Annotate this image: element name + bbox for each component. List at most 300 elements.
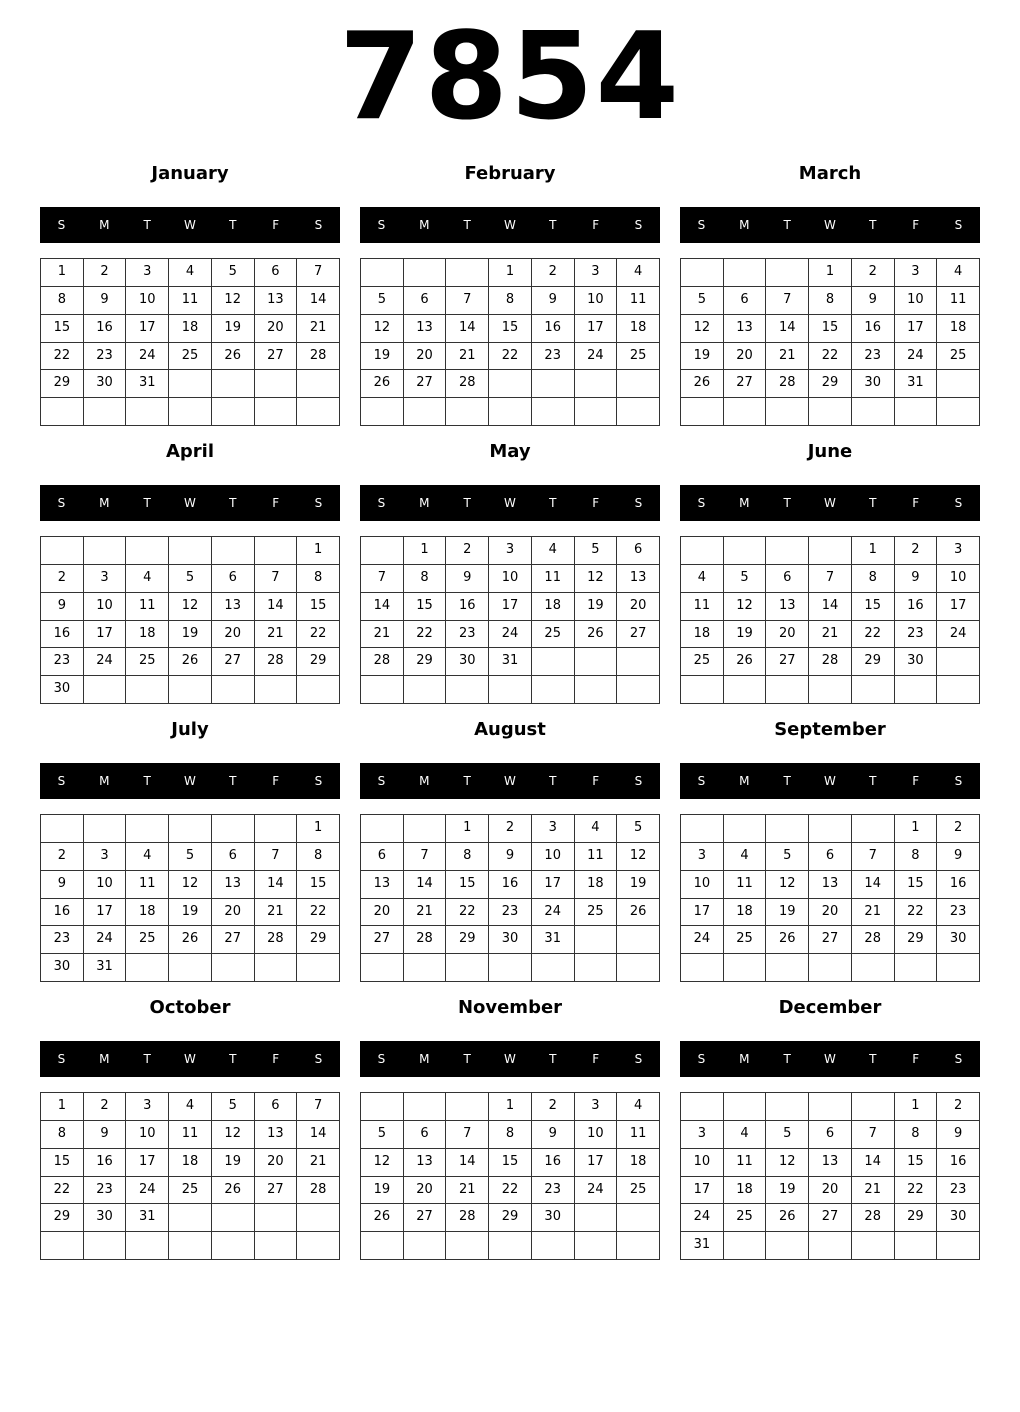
day-cell: 25 bbox=[617, 1177, 660, 1205]
day-cell: 29 bbox=[41, 370, 84, 398]
day-cell: 28 bbox=[809, 648, 852, 676]
day-cell: 7 bbox=[361, 565, 404, 593]
day-cell: 24 bbox=[84, 926, 127, 954]
day-cell: 17 bbox=[84, 899, 127, 927]
weekday-label: T bbox=[783, 1052, 791, 1066]
day-cell: 12 bbox=[361, 1149, 404, 1177]
day-cell: 15 bbox=[895, 1149, 938, 1177]
day-cell: 30 bbox=[937, 1204, 980, 1232]
day-cell: 25 bbox=[575, 899, 618, 927]
day-cell: 6 bbox=[361, 843, 404, 871]
day-cell: 3 bbox=[681, 843, 724, 871]
day-cell: 18 bbox=[617, 1149, 660, 1177]
day-cell: 8 bbox=[446, 843, 489, 871]
day-cell: 19 bbox=[766, 1177, 809, 1205]
day-cell: 4 bbox=[681, 565, 724, 593]
day-grid bbox=[40, 814, 340, 982]
day-cell: 2 bbox=[852, 259, 895, 287]
weekday-header bbox=[40, 1041, 340, 1077]
day-cell: 7 bbox=[852, 843, 895, 871]
empty-cell bbox=[41, 537, 84, 565]
day-cell: 13 bbox=[361, 871, 404, 899]
day-cell: 4 bbox=[617, 1093, 660, 1121]
day-cell: 16 bbox=[41, 899, 84, 927]
day-cell: 5 bbox=[724, 565, 767, 593]
day-cell: 27 bbox=[766, 648, 809, 676]
day-cell: 13 bbox=[212, 593, 255, 621]
day-cell: 29 bbox=[895, 926, 938, 954]
empty-cell bbox=[766, 537, 809, 565]
empty-cell bbox=[212, 370, 255, 398]
empty-cell bbox=[361, 815, 404, 843]
day-cell: 16 bbox=[895, 593, 938, 621]
empty-cell bbox=[724, 815, 767, 843]
day-cell: 13 bbox=[724, 315, 767, 343]
empty-cell bbox=[446, 676, 489, 704]
day-cell: 19 bbox=[212, 315, 255, 343]
empty-cell bbox=[617, 954, 660, 982]
day-cell: 8 bbox=[895, 1121, 938, 1149]
empty-cell bbox=[489, 676, 532, 704]
empty-cell bbox=[489, 398, 532, 426]
empty-cell bbox=[169, 815, 212, 843]
day-cell: 18 bbox=[937, 315, 980, 343]
day-cell: 22 bbox=[297, 899, 340, 927]
day-cell: 29 bbox=[489, 1204, 532, 1232]
day-cell: 7 bbox=[255, 565, 298, 593]
day-cell: 24 bbox=[575, 1177, 618, 1205]
day-cell: 12 bbox=[169, 593, 212, 621]
day-cell: 6 bbox=[404, 1121, 447, 1149]
day-cell: 12 bbox=[724, 593, 767, 621]
day-cell: 27 bbox=[809, 1204, 852, 1232]
day-cell: 27 bbox=[212, 926, 255, 954]
empty-cell bbox=[84, 815, 127, 843]
empty-cell bbox=[446, 398, 489, 426]
weekday-label: M bbox=[99, 1052, 110, 1066]
day-cell: 28 bbox=[852, 1204, 895, 1232]
weekday-header bbox=[680, 763, 980, 799]
weekday-label: W bbox=[184, 218, 196, 232]
day-cell: 20 bbox=[809, 1177, 852, 1205]
weekday-label: T bbox=[549, 1052, 557, 1066]
day-cell: 12 bbox=[361, 315, 404, 343]
day-cell: 3 bbox=[575, 259, 618, 287]
day-cell: 5 bbox=[575, 537, 618, 565]
day-cell: 28 bbox=[404, 926, 447, 954]
empty-cell bbox=[766, 1232, 809, 1260]
day-cell: 23 bbox=[937, 1177, 980, 1205]
day-cell: 22 bbox=[809, 343, 852, 371]
day-cell: 15 bbox=[446, 871, 489, 899]
empty-cell bbox=[84, 537, 127, 565]
day-cell: 5 bbox=[361, 287, 404, 315]
day-cell: 8 bbox=[895, 843, 938, 871]
day-cell: 18 bbox=[532, 593, 575, 621]
empty-cell bbox=[575, 1232, 618, 1260]
day-cell: 17 bbox=[575, 315, 618, 343]
day-cell: 30 bbox=[937, 926, 980, 954]
day-cell: 30 bbox=[532, 1204, 575, 1232]
empty-cell bbox=[404, 676, 447, 704]
day-cell: 10 bbox=[575, 1121, 618, 1149]
day-cell: 16 bbox=[489, 871, 532, 899]
day-cell: 12 bbox=[212, 287, 255, 315]
day-cell: 17 bbox=[681, 899, 724, 927]
day-cell: 5 bbox=[212, 1093, 255, 1121]
day-cell: 1 bbox=[41, 259, 84, 287]
empty-cell bbox=[126, 676, 169, 704]
weekday-label: M bbox=[99, 774, 110, 788]
day-cell: 24 bbox=[681, 1204, 724, 1232]
empty-cell bbox=[126, 954, 169, 982]
day-cell: 26 bbox=[724, 648, 767, 676]
empty-cell bbox=[575, 398, 618, 426]
day-cell: 27 bbox=[617, 621, 660, 649]
empty-cell bbox=[895, 398, 938, 426]
day-cell: 19 bbox=[681, 343, 724, 371]
day-cell: 21 bbox=[297, 315, 340, 343]
day-cell: 17 bbox=[532, 871, 575, 899]
empty-cell bbox=[937, 370, 980, 398]
weekday-label: T bbox=[229, 218, 237, 232]
day-cell: 18 bbox=[126, 621, 169, 649]
weekday-label: W bbox=[184, 774, 196, 788]
weekday-label: W bbox=[824, 218, 836, 232]
day-cell: 12 bbox=[169, 871, 212, 899]
weekday-label: M bbox=[739, 1052, 750, 1066]
day-cell: 19 bbox=[361, 343, 404, 371]
day-cell: 29 bbox=[41, 1204, 84, 1232]
empty-cell bbox=[937, 676, 980, 704]
day-cell: 31 bbox=[532, 926, 575, 954]
day-cell: 19 bbox=[169, 899, 212, 927]
day-cell: 6 bbox=[404, 287, 447, 315]
day-cell: 5 bbox=[681, 287, 724, 315]
day-cell: 22 bbox=[297, 621, 340, 649]
day-cell: 2 bbox=[84, 1093, 127, 1121]
day-cell: 17 bbox=[575, 1149, 618, 1177]
day-cell: 6 bbox=[809, 843, 852, 871]
day-cell: 17 bbox=[84, 621, 127, 649]
weekday-label: T bbox=[463, 774, 471, 788]
weekday-header bbox=[40, 763, 340, 799]
weekday-label: F bbox=[592, 496, 600, 510]
day-cell: 29 bbox=[404, 648, 447, 676]
day-cell: 3 bbox=[937, 537, 980, 565]
empty-cell bbox=[681, 676, 724, 704]
day-cell: 21 bbox=[255, 899, 298, 927]
day-cell: 8 bbox=[41, 1121, 84, 1149]
day-cell: 26 bbox=[681, 370, 724, 398]
day-cell: 28 bbox=[297, 1177, 340, 1205]
day-cell: 21 bbox=[446, 343, 489, 371]
day-cell: 31 bbox=[895, 370, 938, 398]
day-cell: 3 bbox=[84, 565, 127, 593]
weekday-label: M bbox=[739, 496, 750, 510]
empty-cell bbox=[766, 676, 809, 704]
day-cell: 14 bbox=[297, 287, 340, 315]
day-cell: 8 bbox=[297, 843, 340, 871]
weekday-label: S bbox=[377, 496, 386, 510]
day-cell: 15 bbox=[297, 871, 340, 899]
day-cell: 14 bbox=[446, 315, 489, 343]
day-cell: 24 bbox=[489, 621, 532, 649]
day-cell: 18 bbox=[617, 315, 660, 343]
day-cell: 19 bbox=[361, 1177, 404, 1205]
day-cell: 10 bbox=[532, 843, 575, 871]
day-grid bbox=[680, 536, 980, 704]
empty-cell bbox=[532, 676, 575, 704]
weekday-header bbox=[360, 763, 660, 799]
day-cell: 10 bbox=[681, 1149, 724, 1177]
day-cell: 17 bbox=[895, 315, 938, 343]
empty-cell bbox=[681, 537, 724, 565]
day-grid bbox=[680, 1092, 980, 1260]
day-cell: 21 bbox=[809, 621, 852, 649]
day-cell: 15 bbox=[809, 315, 852, 343]
day-cell: 25 bbox=[724, 926, 767, 954]
empty-cell bbox=[895, 954, 938, 982]
empty-cell bbox=[297, 1204, 340, 1232]
day-cell: 7 bbox=[255, 843, 298, 871]
day-cell: 20 bbox=[212, 899, 255, 927]
day-cell: 15 bbox=[404, 593, 447, 621]
day-cell: 29 bbox=[446, 926, 489, 954]
empty-cell bbox=[169, 954, 212, 982]
day-cell: 23 bbox=[489, 899, 532, 927]
weekday-label: S bbox=[377, 1052, 386, 1066]
day-cell: 5 bbox=[617, 815, 660, 843]
day-cell: 23 bbox=[446, 621, 489, 649]
day-cell: 2 bbox=[489, 815, 532, 843]
day-cell: 2 bbox=[937, 1093, 980, 1121]
empty-cell bbox=[681, 954, 724, 982]
day-cell: 1 bbox=[852, 537, 895, 565]
empty-cell bbox=[617, 676, 660, 704]
month-name: March bbox=[798, 163, 862, 184]
day-cell: 21 bbox=[297, 1149, 340, 1177]
day-cell: 9 bbox=[852, 287, 895, 315]
day-cell: 29 bbox=[895, 1204, 938, 1232]
month-name: June bbox=[807, 441, 853, 462]
day-cell: 14 bbox=[255, 871, 298, 899]
day-cell: 9 bbox=[41, 593, 84, 621]
day-cell: 15 bbox=[489, 315, 532, 343]
day-cell: 18 bbox=[126, 899, 169, 927]
weekday-label: T bbox=[549, 496, 557, 510]
weekday-label: W bbox=[504, 1052, 516, 1066]
day-cell: 16 bbox=[937, 871, 980, 899]
day-cell: 8 bbox=[852, 565, 895, 593]
weekday-label: W bbox=[504, 774, 516, 788]
day-cell: 7 bbox=[446, 1121, 489, 1149]
weekday-label: S bbox=[57, 218, 66, 232]
empty-cell bbox=[895, 676, 938, 704]
day-cell: 26 bbox=[617, 899, 660, 927]
day-cell: 14 bbox=[852, 1149, 895, 1177]
day-cell: 2 bbox=[41, 565, 84, 593]
day-cell: 25 bbox=[532, 621, 575, 649]
empty-cell bbox=[169, 370, 212, 398]
empty-cell bbox=[575, 1204, 618, 1232]
day-cell: 23 bbox=[532, 1177, 575, 1205]
day-cell: 11 bbox=[126, 593, 169, 621]
empty-cell bbox=[681, 259, 724, 287]
day-cell: 8 bbox=[489, 1121, 532, 1149]
day-cell: 30 bbox=[41, 676, 84, 704]
weekday-label: F bbox=[272, 774, 280, 788]
empty-cell bbox=[404, 1093, 447, 1121]
day-cell: 15 bbox=[41, 1149, 84, 1177]
empty-cell bbox=[809, 954, 852, 982]
day-cell: 12 bbox=[766, 871, 809, 899]
day-cell: 16 bbox=[852, 315, 895, 343]
empty-cell bbox=[84, 398, 127, 426]
empty-cell bbox=[404, 398, 447, 426]
empty-cell bbox=[255, 398, 298, 426]
day-cell: 11 bbox=[724, 871, 767, 899]
empty-cell bbox=[532, 370, 575, 398]
day-grid bbox=[360, 1092, 660, 1260]
day-grid bbox=[360, 536, 660, 704]
day-cell: 21 bbox=[361, 621, 404, 649]
day-cell: 1 bbox=[489, 1093, 532, 1121]
day-cell: 12 bbox=[212, 1121, 255, 1149]
day-cell: 4 bbox=[937, 259, 980, 287]
day-cell: 22 bbox=[489, 343, 532, 371]
day-cell: 2 bbox=[532, 1093, 575, 1121]
day-cell: 29 bbox=[852, 648, 895, 676]
weekday-label: F bbox=[592, 774, 600, 788]
empty-cell bbox=[724, 537, 767, 565]
weekday-label: T bbox=[869, 774, 877, 788]
day-cell: 18 bbox=[169, 315, 212, 343]
empty-cell bbox=[617, 370, 660, 398]
day-cell: 4 bbox=[724, 843, 767, 871]
empty-cell bbox=[361, 398, 404, 426]
empty-cell bbox=[617, 1232, 660, 1260]
empty-cell bbox=[617, 398, 660, 426]
day-cell: 11 bbox=[617, 287, 660, 315]
day-cell: 19 bbox=[724, 621, 767, 649]
empty-cell bbox=[361, 954, 404, 982]
day-cell: 22 bbox=[852, 621, 895, 649]
day-cell: 6 bbox=[617, 537, 660, 565]
day-cell: 16 bbox=[84, 315, 127, 343]
day-cell: 9 bbox=[532, 287, 575, 315]
weekday-label: S bbox=[57, 774, 66, 788]
day-cell: 26 bbox=[361, 370, 404, 398]
empty-cell bbox=[809, 1093, 852, 1121]
day-grid bbox=[40, 536, 340, 704]
empty-cell bbox=[297, 398, 340, 426]
day-cell: 25 bbox=[126, 926, 169, 954]
empty-cell bbox=[361, 1232, 404, 1260]
day-cell: 26 bbox=[169, 648, 212, 676]
day-cell: 13 bbox=[255, 287, 298, 315]
weekday-label: F bbox=[592, 218, 600, 232]
day-cell: 17 bbox=[489, 593, 532, 621]
day-cell: 3 bbox=[895, 259, 938, 287]
day-cell: 16 bbox=[532, 1149, 575, 1177]
day-cell: 23 bbox=[41, 926, 84, 954]
day-cell: 10 bbox=[937, 565, 980, 593]
weekday-label: S bbox=[634, 774, 643, 788]
weekday-header bbox=[680, 485, 980, 521]
empty-cell bbox=[297, 370, 340, 398]
empty-cell bbox=[852, 954, 895, 982]
weekday-label: F bbox=[272, 1052, 280, 1066]
day-cell: 11 bbox=[169, 287, 212, 315]
day-cell: 31 bbox=[126, 1204, 169, 1232]
day-cell: 24 bbox=[681, 926, 724, 954]
empty-cell bbox=[361, 259, 404, 287]
day-cell: 7 bbox=[404, 843, 447, 871]
day-cell: 8 bbox=[297, 565, 340, 593]
weekday-label: T bbox=[783, 496, 791, 510]
weekday-label: S bbox=[314, 1052, 323, 1066]
day-cell: 8 bbox=[809, 287, 852, 315]
day-cell: 4 bbox=[617, 259, 660, 287]
weekday-label: F bbox=[912, 774, 920, 788]
day-cell: 1 bbox=[41, 1093, 84, 1121]
day-cell: 1 bbox=[297, 815, 340, 843]
weekday-label: F bbox=[912, 496, 920, 510]
empty-cell bbox=[809, 815, 852, 843]
empty-cell bbox=[937, 648, 980, 676]
weekday-label: S bbox=[697, 1052, 706, 1066]
empty-cell bbox=[852, 1232, 895, 1260]
empty-cell bbox=[724, 259, 767, 287]
day-cell: 25 bbox=[169, 1177, 212, 1205]
weekday-label: W bbox=[504, 496, 516, 510]
day-cell: 21 bbox=[446, 1177, 489, 1205]
empty-cell bbox=[84, 1232, 127, 1260]
day-cell: 10 bbox=[575, 287, 618, 315]
day-cell: 20 bbox=[617, 593, 660, 621]
day-cell: 23 bbox=[852, 343, 895, 371]
month-name: February bbox=[464, 163, 556, 184]
empty-cell bbox=[404, 815, 447, 843]
day-cell: 26 bbox=[766, 926, 809, 954]
day-cell: 6 bbox=[212, 565, 255, 593]
day-cell: 12 bbox=[617, 843, 660, 871]
weekday-header bbox=[40, 207, 340, 243]
month-name: December bbox=[778, 997, 882, 1018]
empty-cell bbox=[41, 398, 84, 426]
weekday-label: W bbox=[504, 218, 516, 232]
day-cell: 15 bbox=[895, 871, 938, 899]
empty-cell bbox=[489, 1232, 532, 1260]
weekday-label: S bbox=[634, 218, 643, 232]
weekday-label: F bbox=[592, 1052, 600, 1066]
month-name: September bbox=[774, 719, 886, 740]
day-cell: 2 bbox=[41, 843, 84, 871]
weekday-label: S bbox=[57, 496, 66, 510]
day-cell: 3 bbox=[489, 537, 532, 565]
empty-cell bbox=[255, 815, 298, 843]
weekday-label: S bbox=[57, 1052, 66, 1066]
day-cell: 25 bbox=[126, 648, 169, 676]
day-cell: 22 bbox=[41, 1177, 84, 1205]
day-cell: 21 bbox=[255, 621, 298, 649]
empty-cell bbox=[766, 954, 809, 982]
day-cell: 28 bbox=[297, 343, 340, 371]
day-cell: 27 bbox=[809, 926, 852, 954]
empty-cell bbox=[766, 1093, 809, 1121]
empty-cell bbox=[255, 370, 298, 398]
